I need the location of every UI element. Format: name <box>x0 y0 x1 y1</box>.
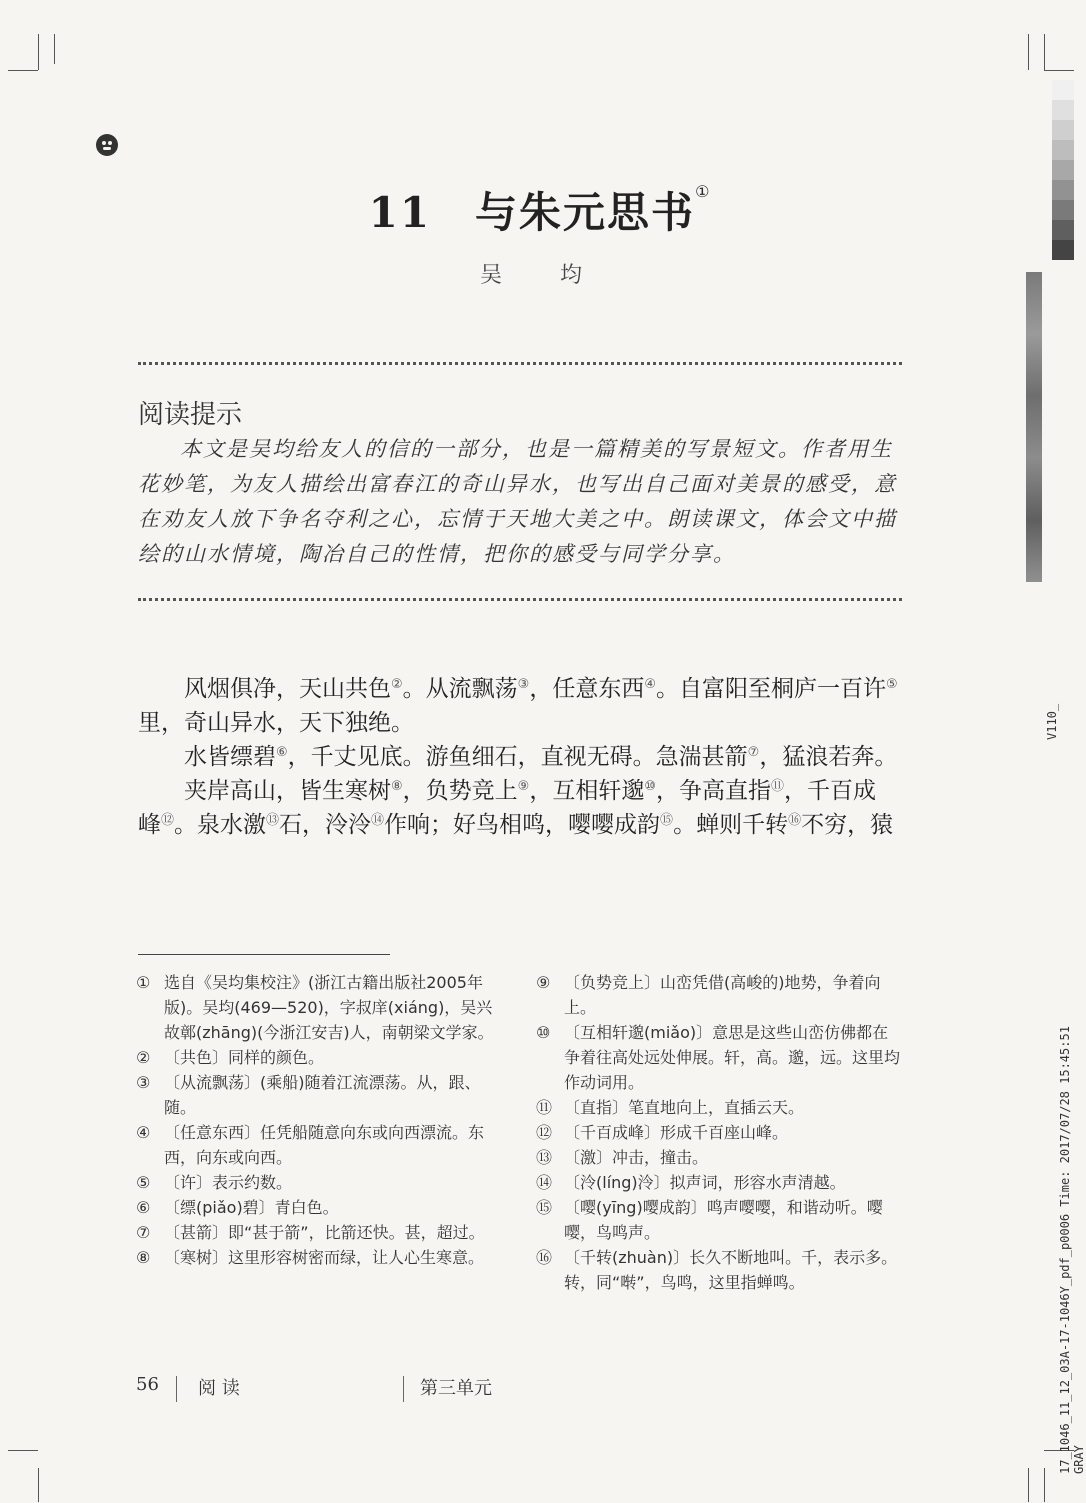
gray-scale-step <box>1052 160 1074 180</box>
dotted-divider <box>138 598 902 601</box>
footnote-mark: ⑬ <box>266 813 280 828</box>
footnote-mark: ⑮ <box>660 813 674 828</box>
footnote-text: 〔寒树〕这里形容树密而绿，让人心生寒意。 <box>164 1248 485 1267</box>
footnote <box>136 1245 498 1270</box>
crop-mark <box>1044 1468 1045 1502</box>
crop-mark <box>8 1450 38 1451</box>
face-icon <box>96 134 118 156</box>
footnote-number: ① <box>136 973 151 992</box>
footnote-number: ⑯ <box>536 1248 553 1267</box>
footnote-text: 〔共色〕同样的颜色。 <box>164 1048 325 1067</box>
footnote-number: ⑦ <box>136 1223 151 1242</box>
print-code-top: V110_ <box>1045 703 1059 740</box>
text-run: ，千丈见底。游鱼细石，直视无碍。急湍甚箭 <box>287 744 748 770</box>
text-run: 。自富阳至桐庐一百许 <box>655 676 886 702</box>
footnote-rule <box>138 954 390 955</box>
paragraph-3-continued <box>138 808 902 842</box>
footnote-mark: ⑭ <box>371 813 385 828</box>
text-run: ，任意东西 <box>529 676 645 702</box>
hint-heading: 阅读提示 <box>138 400 243 430</box>
lesson-number: 11 <box>368 188 432 237</box>
footnote <box>536 1095 902 1120</box>
dotted-divider <box>138 362 902 365</box>
crop-mark <box>1044 34 1045 70</box>
text-run: 峰 <box>138 812 161 838</box>
gray-scale-step <box>1052 120 1074 140</box>
footer-divider <box>403 1376 404 1402</box>
footnote-number: ④ <box>136 1123 151 1142</box>
lesson-title <box>0 180 1080 240</box>
footnote <box>136 1170 498 1195</box>
footnote <box>536 1245 902 1295</box>
crop-mark <box>1044 70 1074 71</box>
footnote-number: ⑮ <box>536 1198 553 1217</box>
footnote <box>536 1020 902 1095</box>
footnote-number: ③ <box>136 1073 151 1092</box>
gray-scale-step <box>1052 80 1074 100</box>
crop-mark <box>1028 1468 1029 1502</box>
footnote <box>136 1045 498 1070</box>
footnote-text: 〔负势竞上〕山峦凭借(高峻的)地势，争着向上。 <box>564 973 881 1017</box>
paragraph-3 <box>138 774 902 808</box>
footnote-number: ⑩ <box>536 1023 551 1042</box>
footnote <box>136 1195 498 1220</box>
lesson-title-text: 与朱元思书 <box>475 188 696 237</box>
footnote-text: 〔千转(zhuàn)〕长久不断地叫。千，表示多。转，同“啭”，鸟鸣，这里指蝉鸣。 <box>564 1248 898 1292</box>
text-run: 不穷，猿 <box>801 812 894 838</box>
crop-mark <box>38 1468 39 1502</box>
footnote-text: 〔甚箭〕即“甚于箭”，比箭还快。甚，超过。 <box>164 1223 485 1242</box>
footnote-number: ⑭ <box>536 1173 553 1192</box>
footnote-mark: ④ <box>644 677 656 692</box>
footnote <box>536 1170 902 1195</box>
footnote-mark: ⑪ <box>770 779 784 794</box>
footnote-text: 〔嘤(yīng)嘤成韵〕鸣声嘤嘤，和谐动听。嘤嘤，鸟鸣声。 <box>564 1198 883 1242</box>
footnote-mark: ⑦ <box>747 745 760 760</box>
footnote-number: ⑨ <box>536 973 551 992</box>
footnote-mark: ⑤ <box>885 677 898 692</box>
gray-scale-step <box>1052 100 1074 120</box>
footnote <box>536 1145 902 1170</box>
text-run: ，千百成 <box>783 778 876 804</box>
footnote-number: ⑤ <box>136 1173 151 1192</box>
footnote-text: 〔任意东西〕任凭船随意向东或向西漂流。东西，向东或向西。 <box>164 1123 485 1167</box>
footnote-text: 选自《吴均集校注》(浙江古籍出版社2005年版)。吴均(469—520)，字叔庠(xiáng)，吴兴故鄣(zhāng)(今浙江安吉)人，南朝梁文学家。 <box>164 973 494 1042</box>
text-run: 风烟俱净，天山共色 <box>184 676 391 702</box>
text-run: ，互相轩邈 <box>529 778 645 804</box>
print-code-gray: GRAY <box>1072 1445 1086 1474</box>
paragraph-2 <box>138 740 902 774</box>
footer-divider <box>176 1376 177 1402</box>
text-run: 作响；好鸟相鸣，嘤嘤成韵 <box>384 812 661 838</box>
footnote-mark: ⑫ <box>161 813 175 828</box>
footnote-mark: ⑯ <box>788 813 802 828</box>
image-edge-strip <box>1026 272 1042 582</box>
footnote-mark: ⑧ <box>391 779 403 794</box>
footnotes-right <box>536 970 902 1295</box>
main-text <box>138 672 902 842</box>
footnote-number: ⑥ <box>136 1198 151 1217</box>
text-run: 石，泠泠 <box>279 812 372 838</box>
footnote <box>536 1120 902 1145</box>
footnote-mark: ② <box>391 677 403 692</box>
footnote-text: 〔激〕冲击，撞击。 <box>564 1148 709 1167</box>
footnote <box>536 1195 902 1245</box>
footnote-mark: ⑨ <box>517 779 530 794</box>
text-run: 里，奇山异水，天下独绝。 <box>138 710 414 736</box>
footnote-number: ⑬ <box>536 1148 553 1167</box>
footnote <box>136 1120 498 1170</box>
author: 吴 均 <box>479 263 600 288</box>
section-label: 阅 读 <box>198 1378 240 1399</box>
footnote-number: ② <box>136 1048 151 1067</box>
text-run: 夹岸高山，皆生寒树 <box>184 778 391 804</box>
footnote <box>136 970 498 1045</box>
title-footnote-mark: ① <box>695 182 712 201</box>
footnote-mark: ⑩ <box>644 779 656 794</box>
print-code-side: 17_1046_11_12_03A-17-1046Y_pdf_p0006 Time: 2017/07/28 15:45:51 <box>1058 1026 1072 1474</box>
footnote-text: 〔直指〕笔直地向上，直插云天。 <box>564 1098 805 1117</box>
footnote-text: 〔缥(piǎo)碧〕青白色。 <box>164 1198 339 1217</box>
text-run: ，负势竞上 <box>402 778 518 804</box>
text-run: 。蝉则千转 <box>673 812 789 838</box>
footnote-number: ⑫ <box>536 1123 553 1142</box>
footnote <box>136 1220 498 1245</box>
text-run: ，猛浪若奔。 <box>759 744 898 770</box>
crop-mark <box>54 34 55 64</box>
footnotes-left <box>136 970 498 1270</box>
gray-scale-step <box>1052 140 1074 160</box>
text-run: 。从流飘荡 <box>402 676 518 702</box>
crop-mark <box>1028 34 1029 70</box>
paragraph-1 <box>138 672 902 740</box>
footnote-number: ⑪ <box>536 1098 553 1117</box>
gray-scale-step <box>1052 240 1074 260</box>
unit-label: 第三单元 <box>420 1378 492 1399</box>
crop-mark <box>38 34 39 70</box>
footnote-text: 〔千百成峰〕形成千百座山峰。 <box>564 1123 789 1142</box>
footnote-mark: ③ <box>517 677 530 692</box>
footnote <box>536 970 902 1020</box>
footnote <box>136 1070 498 1120</box>
hint-body: 本文是吴均给友人的信的一部分，也是一篇精美的写景短文。作者用生花妙笔，为友人描绘出富春江的奇山异水，也写出自己面对美景的感受，意在劝友人放下争名夺利之心，忘情于天地大美之中。朗读课文，体会文中描绘的山水情境，陶冶自己的性情，把你的感受与同学分享。 <box>138 437 897 566</box>
crop-mark <box>8 70 38 71</box>
text-run: 水皆缥碧 <box>184 744 276 770</box>
text-run: 。泉水激 <box>174 812 267 838</box>
footnote-text: 〔许〕表示约数。 <box>164 1173 293 1192</box>
footnote-text: 〔从流飘荡〕(乘船)随着江流漂荡。从，跟、随。 <box>164 1073 481 1117</box>
text-run: ，争高直指 <box>655 778 771 804</box>
page-number: 56 <box>136 1374 159 1395</box>
footnote-mark: ⑥ <box>276 745 288 760</box>
footnote-text: 〔泠(líng)泠〕拟声词，形容水声清越。 <box>564 1173 846 1192</box>
footnote-number: ⑧ <box>136 1248 151 1267</box>
footnote-text: 〔互相轩邈(miǎo)〕意思是这些山峦仿佛都在争着往高处远处伸展。轩，高。邈，远。这里均作动词用。 <box>564 1023 901 1092</box>
